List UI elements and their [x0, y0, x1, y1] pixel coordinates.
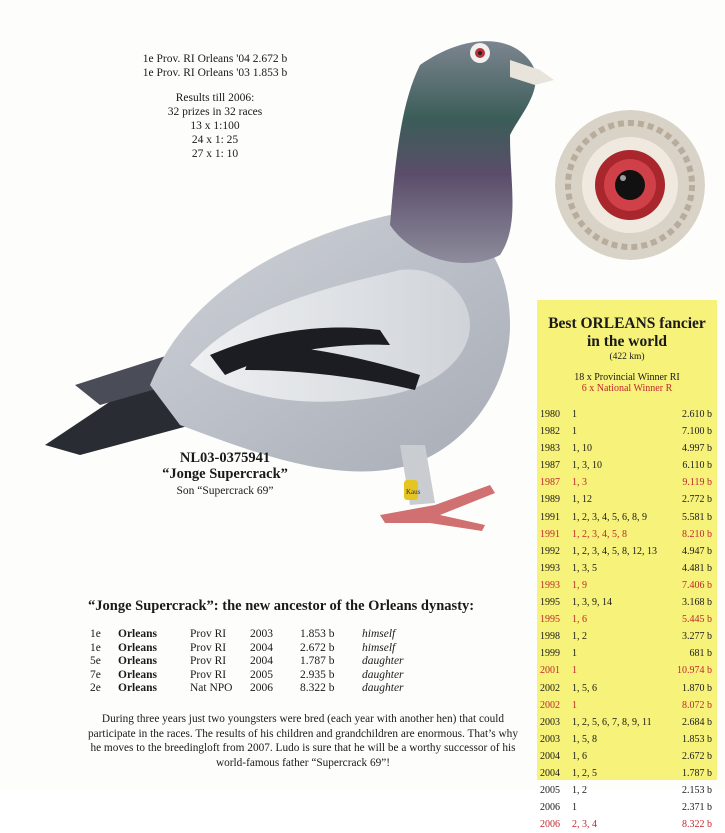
year-row-places: 1, 3, 5	[572, 562, 597, 574]
year-row-year: 2006	[540, 802, 560, 814]
result-level: Prov RI	[190, 628, 227, 640]
year-row-year: 1998	[540, 631, 560, 643]
year-row-dist: 2.371 b	[682, 802, 712, 814]
year-row-dist: 5.445 b	[682, 614, 712, 626]
year-row-places: 1, 5, 8	[572, 733, 597, 745]
year-row-year: 2005	[540, 785, 560, 797]
year-row-dist: 7.100 b	[682, 426, 712, 438]
year-row-year: 2004	[540, 750, 560, 762]
year-row-year: 1995	[540, 597, 560, 609]
year-row-places: 1, 6	[572, 750, 587, 762]
year-row	[540, 491, 714, 508]
result-birds: 1.853 b	[300, 628, 335, 640]
year-row-places: 1, 3, 9, 14	[572, 597, 612, 609]
year-row-dist: 2.610 b	[682, 409, 712, 420]
result-by: himself	[362, 641, 396, 654]
year-row-places: 1, 3, 10	[572, 460, 602, 472]
result-race: Orleans	[118, 682, 157, 695]
result-level: Prov RI	[190, 668, 227, 681]
result-year: 2006	[250, 682, 273, 695]
year-row	[540, 782, 714, 799]
year-row-places: 1, 2, 5, 6, 7, 8, 9, 11	[572, 716, 652, 728]
box-title-line-2: in the world	[586, 333, 668, 350]
year-row-dist: 1.870 b	[682, 682, 712, 694]
year-row-dist: 9.119 b	[682, 477, 712, 489]
year-row	[540, 526, 714, 543]
year-row-year: 1999	[540, 648, 560, 660]
year-row-dist: 8.072 b	[682, 699, 712, 711]
year-row-year: 2002	[540, 682, 560, 694]
year-row-year: 1987	[540, 460, 560, 472]
year-row-dist: 5.581 b	[682, 511, 712, 523]
pigeon-name: “Jonge Supercrack”	[162, 466, 288, 482]
result-race: Orleans	[118, 655, 157, 668]
year-row-year: 1995	[540, 614, 560, 626]
year-row-dist: 2.672 b	[682, 750, 712, 762]
year-row-places: 1	[572, 699, 577, 711]
result-race: Orleans	[118, 641, 157, 654]
result-place: 1e	[90, 628, 101, 640]
year-row-places: 1, 3	[572, 477, 587, 489]
year-row-year: 1983	[540, 443, 560, 455]
year-row	[540, 765, 714, 782]
year-row-year: 2004	[540, 767, 560, 779]
provincial-wins: 18 x Provincial Winner RI	[574, 372, 680, 383]
result-race: Orleans	[118, 668, 157, 681]
pigeon-parent: Son “Supercrack 69”	[176, 485, 274, 497]
year-row	[540, 748, 714, 765]
year-row-dist: 681 b	[689, 648, 712, 660]
year-row-places: 1, 2, 3, 4, 5, 8, 12, 13	[572, 545, 657, 557]
results-heading: Results till 2006:	[175, 92, 255, 104]
year-row-dist: 6.110 b	[682, 460, 712, 472]
year-row	[540, 662, 714, 679]
best-fancier-box	[537, 300, 717, 831]
year-row-places: 1, 5, 6	[572, 682, 597, 694]
result-by: himself	[362, 628, 396, 640]
stat-line-1: 1e Prov. RI Orleans '04 2.672 b	[142, 53, 288, 65]
year-row	[540, 423, 714, 440]
year-row-year: 1991	[540, 511, 560, 523]
year-row-year: 2003	[540, 733, 560, 745]
year-row-places: 1, 9	[572, 579, 587, 591]
year-row-dist: 8.210 b	[682, 528, 712, 540]
year-row	[540, 457, 714, 474]
year-row-year: 1987	[540, 477, 560, 489]
ratio-25: 24 x 1: 25	[191, 134, 239, 146]
year-row-dist: 2.772 b	[682, 494, 712, 506]
box-distance: (422 km)	[609, 352, 645, 362]
year-row	[540, 509, 714, 526]
result-level: Prov RI	[190, 641, 227, 654]
year-row-places: 1	[572, 665, 577, 677]
year-row-year: 1980	[540, 409, 560, 420]
year-row	[540, 406, 714, 423]
result-by: daughter	[362, 682, 404, 695]
result-place: 5e	[90, 655, 101, 668]
result-place: 7e	[90, 668, 101, 681]
year-row-dist: 4.997 b	[682, 443, 712, 455]
year-row	[540, 680, 714, 697]
year-row-places: 1	[572, 802, 577, 814]
section-title: “Jonge Supercrack”: the new ancestor of the Orleans dynasty:	[88, 598, 475, 614]
year-row-dist: 7.406 b	[682, 579, 712, 591]
year-row	[540, 560, 714, 577]
ratio-100: 13 x 1:100	[190, 120, 240, 132]
result-race: Orleans	[118, 628, 157, 640]
year-row-dist: 4.481 b	[682, 562, 712, 574]
year-row	[540, 440, 714, 457]
year-row-year: 1991	[540, 528, 560, 540]
year-row-dist: 1.853 b	[682, 733, 712, 745]
result-year: 2004	[250, 655, 273, 668]
year-row	[540, 714, 714, 731]
result-level: Nat NPO	[190, 682, 233, 695]
result-birds: 2.672 b	[300, 641, 335, 654]
year-row-places: 1, 2	[572, 631, 587, 643]
result-birds: 2.935 b	[300, 668, 335, 681]
year-row-year: 2002	[540, 699, 560, 711]
year-row-year: 1982	[540, 426, 560, 438]
result-by: daughter	[362, 655, 404, 668]
year-row	[540, 697, 714, 714]
stat-line-2: 1e Prov. RI Orleans '03 1.853 b	[142, 67, 288, 79]
prizes-line: 32 prizes in 32 races	[167, 106, 263, 118]
year-row-dist: 10.974 b	[677, 665, 712, 677]
year-row-dist: 4.947 b	[682, 545, 712, 557]
eye-closeup-photo	[555, 110, 705, 260]
year-row-dist: 3.277 b	[682, 631, 712, 643]
result-by: daughter	[362, 668, 404, 681]
year-row-dist: 3.168 b	[682, 597, 712, 609]
result-birds: 8.322 b	[300, 682, 335, 695]
year-row-places: 1, 2	[572, 785, 587, 797]
year-row-dist: 2.153 b	[682, 785, 712, 797]
year-row-places: 1, 12	[572, 494, 592, 506]
year-row-year: 1989	[540, 494, 560, 506]
description-paragraph: During three years just two youngsters were bred (each year with another hen) that could participate in the races. The results of his children and grandchildren are enormous. That’s why he moves to the breedingloft from 2007. Ludo is sure that he will be a worthy successor of his world-famous father “Supercrack 69”!	[88, 713, 518, 769]
national-wins: 6 x National Winner R	[581, 383, 673, 394]
result-year: 2004	[250, 641, 273, 654]
year-row-dist: 1.787 b	[682, 767, 712, 779]
result-year: 2003	[250, 628, 273, 640]
year-row-places: 1, 2, 3, 4, 5, 6, 8, 9	[572, 511, 647, 523]
year-row-year: 1992	[540, 545, 560, 557]
result-year: 2005	[250, 668, 273, 681]
year-row	[540, 611, 714, 628]
ring-number: NL03-0375941	[179, 450, 271, 466]
year-row-places: 1, 2, 3, 4, 5, 8	[572, 528, 627, 540]
year-row-places: 1, 10	[572, 443, 592, 455]
year-row	[540, 577, 714, 594]
year-row-places: 1	[572, 409, 577, 420]
results-by-year-list	[540, 406, 714, 833]
ratio-10: 27 x 1: 10	[191, 148, 239, 160]
year-row-places: 1	[572, 426, 577, 438]
year-row-year: 2001	[540, 665, 560, 677]
year-row-year: 2006	[540, 819, 560, 831]
year-row-places: 1, 2, 5	[572, 767, 597, 779]
year-row-places: 2, 3, 4	[572, 819, 597, 831]
year-row	[540, 594, 714, 611]
year-row-year: 2003	[540, 716, 560, 728]
year-row-dist: 2.684 b	[682, 716, 712, 728]
result-place: 1e	[90, 641, 101, 654]
result-birds: 1.787 b	[300, 655, 335, 668]
year-row	[540, 731, 714, 748]
year-row-places: 1	[572, 648, 577, 660]
year-row	[540, 543, 714, 560]
year-row	[540, 628, 714, 645]
result-place: 2e	[90, 682, 101, 695]
pigeon-caption	[100, 450, 350, 500]
box-title-line-1: Best ORLEANS fancier	[548, 315, 706, 332]
year-row	[540, 816, 714, 833]
year-row-places: 1, 6	[572, 614, 587, 626]
year-row	[540, 474, 714, 491]
year-row	[540, 799, 714, 816]
year-row-dist: 8.322 b	[682, 819, 712, 831]
result-level: Prov RI	[190, 655, 227, 668]
year-row	[540, 645, 714, 662]
year-row-year: 1993	[540, 579, 560, 591]
year-row-year: 1993	[540, 562, 560, 574]
leg-ring-text: Kaus	[406, 488, 421, 496]
